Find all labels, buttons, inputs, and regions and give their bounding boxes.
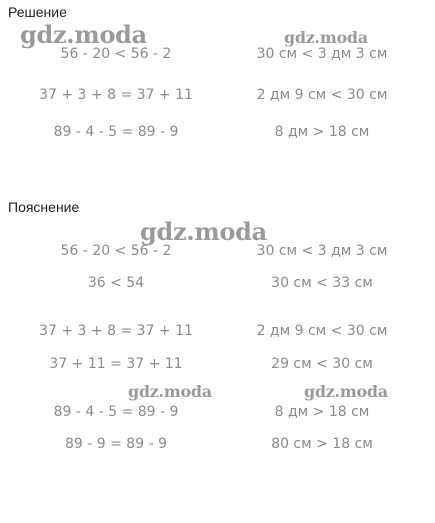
solution-left-3: 89 - 4 - 5 = 89 - 9 bbox=[53, 124, 179, 140]
explanation-left-6: 89 - 9 = 89 - 9 bbox=[65, 436, 167, 452]
explanation-right-2: 30 см < 33 см bbox=[271, 275, 373, 291]
watermark-logo: gdz.moda bbox=[20, 20, 147, 49]
explanation-right-4: 29 см < 30 см bbox=[271, 356, 373, 372]
explanation-left-4: 37 + 11 = 37 + 11 bbox=[49, 356, 183, 372]
solution-right-3: 8 дм > 18 см bbox=[274, 124, 370, 140]
solution-right-2: 2 дм 9 см < 30 см bbox=[256, 87, 388, 103]
explanation-left-5: 89 - 4 - 5 = 89 - 9 bbox=[53, 404, 179, 420]
explanation-left-2: 36 < 54 bbox=[87, 275, 145, 291]
solution-left-2: 37 + 3 + 8 = 37 + 11 bbox=[39, 87, 193, 103]
watermark-logo: gdz.moda bbox=[304, 382, 388, 401]
watermark-logo: gdz.moda bbox=[284, 28, 368, 47]
solution-right-1: 30 см < 3 дм 3 см bbox=[256, 46, 388, 62]
watermark-logo: gdz.moda bbox=[140, 217, 267, 246]
explanation-right-1: 30 см < 3 дм 3 см bbox=[256, 243, 388, 259]
explanation-right-3: 2 дм 9 см < 30 см bbox=[256, 323, 388, 339]
solution-heading: Решение bbox=[8, 4, 67, 20]
watermark-logo: gdz.moda bbox=[128, 382, 212, 401]
explanation-left-3: 37 + 3 + 8 = 37 + 11 bbox=[39, 323, 193, 339]
explanation-right-6: 80 см > 18 см bbox=[271, 436, 373, 452]
explanation-left-1: 56 - 20 < 56 - 2 bbox=[60, 243, 172, 259]
explanation-heading: Пояснение bbox=[8, 199, 80, 215]
explanation-right-5: 8 дм > 18 см bbox=[274, 404, 370, 420]
solution-left-1: 56 - 20 < 56 - 2 bbox=[60, 46, 172, 62]
